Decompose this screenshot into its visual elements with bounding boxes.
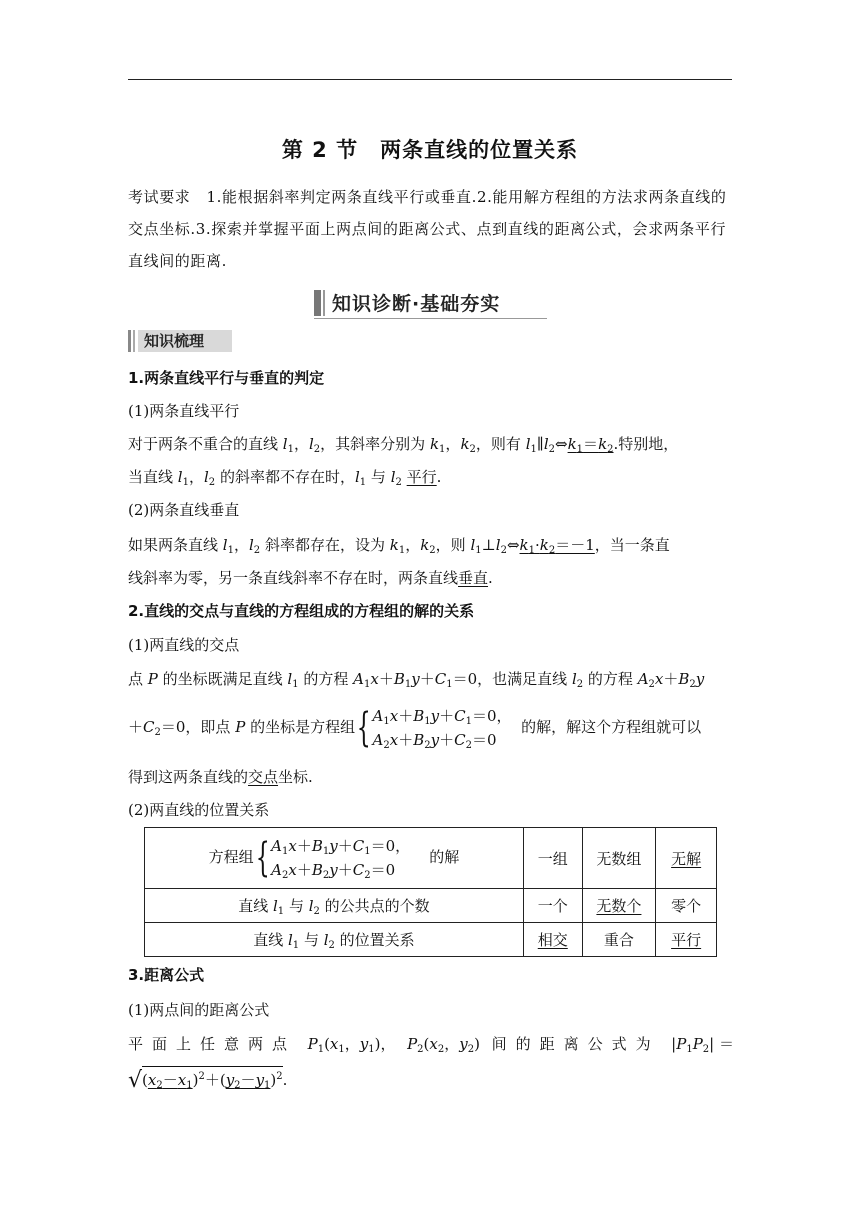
table-cell: 无数组 — [582, 828, 656, 889]
blank-intersection: 交点 — [248, 768, 279, 786]
table-cell: 零个 — [656, 889, 717, 923]
sec3-p1-heading: (1)两点间的距离公式 — [128, 1001, 270, 1019]
sec1-p1-line2: 当直线 $l_1$，$l_2$ 的斜率都不存在时，$l_1$ 与 $l_2$ 平行. — [128, 468, 442, 488]
table-row — [145, 828, 717, 889]
sec2-line2: $+C_2=0$，即点 P 的坐标是方程组 { $A_1x+B_1y+C_1=0$， $A_2x+B_2y+C_2=0$ 的解，解这个方程组就可以 — [128, 705, 702, 751]
subhead-knowledge — [128, 330, 232, 352]
table-row — [145, 923, 717, 957]
table-cell: 无数个 — [582, 889, 656, 923]
table-row-label: 直线 $l_1$ 与 $l_2$ 的位置关系 — [145, 923, 524, 957]
sec1-p1-heading: (1)两条直线平行 — [128, 402, 240, 420]
sec1-p1-line1: 对于两条不重合的直线 $l_1$，$l_2$，其斜率分别为 $k_1$，$k_2$，则有 $l_1\parallel l_2\Leftrightarrow k_1=k_2$.特别地， — [128, 435, 679, 455]
table-cell: 重合 — [582, 923, 656, 957]
distance-formula: $√(x_2-x_1)^2+(y_2-y_1)^2$. — [128, 1068, 288, 1093]
section-banner — [314, 288, 547, 319]
sec2-line3: 得到这两条直线的交点坐标. — [128, 768, 313, 786]
table-cell: 一个 — [523, 889, 582, 923]
blank-perpendicular: 垂直 — [458, 569, 489, 587]
exam-requirements — [128, 181, 734, 277]
sec1-p2-line2: 线斜率为零，另一条直线斜率不存在时，两条直线垂直. — [128, 569, 493, 587]
sec3-heading: 3.距离公式 — [128, 966, 205, 984]
sec3-line1: 平面上任意两点 $P_1(x_1$，$y_1$)， $P_2(x_2$，$y_2$) 间的距离公式为 $|P_1P_2|$ ＝ — [128, 1035, 734, 1055]
table-row — [145, 889, 717, 923]
table-row-label: 直线 $l_1$ 与 $l_2$ 的公共点的个数 — [145, 889, 524, 923]
blank-parallel: 平行 — [406, 468, 437, 486]
subhead-text: 知识梳理 — [138, 330, 232, 352]
table-cell: 一组 — [523, 828, 582, 889]
table-row-label: 方程组 { $A_1x+B_1y+C_1=0$， $A_2x+B_2y+C_2=0$ 的解 — [145, 828, 524, 889]
sec1-heading: 1.两条直线平行与垂直的判定 — [128, 369, 325, 387]
banner-text: 知识诊断·基础夯实 — [332, 293, 501, 315]
requirements-label: 考试要求 — [128, 188, 191, 206]
table-cell: 无解 — [656, 828, 717, 889]
sec1-p2-line1: 如果两条直线 $l_1$，$l_2$ 斜率都存在，设为 $k_1$，$k_2$，则 $l_1\perp l_2\Leftrightarrow k_1\cdot k_2=-1$，当一条直 — [128, 536, 670, 556]
table-cell: 相交 — [523, 923, 582, 957]
page-title: 第 2 节 两条直线的位置关系 — [281, 138, 579, 162]
position-relation-table — [144, 827, 717, 957]
sec2-p1-heading: (1)两直线的交点 — [128, 636, 240, 654]
sec1-p2-heading: (2)两条直线垂直 — [128, 501, 240, 519]
sec2-line1: 点 P 的坐标既满足直线 $l_1$ 的方程 $A_1x+B_1y+C_1=0$，也满足直线 $l_2$ 的方程 $A_2x+B_2y$ — [128, 670, 705, 690]
header-rule — [128, 79, 732, 80]
equation-system: { $A_1x+B_1y+C_1=0$， $A_2x+B_2y+C_2=0$ — [356, 705, 512, 751]
table-cell: 平行 — [656, 923, 717, 957]
sec2-heading: 2.直线的交点与直线的方程组成的方程组的解的关系 — [128, 602, 475, 620]
sec2-p2-heading: (2)两直线的位置关系 — [128, 801, 270, 819]
requirements-text: 1.能根据斜率判定两条直线平行或垂直.2.能用解方程组的方法求两条直线的交点坐标.3.探索并掌握平面上两点间的距离公式、点到直线的距离公式，会求两条平行直线间的距离. — [128, 188, 727, 270]
